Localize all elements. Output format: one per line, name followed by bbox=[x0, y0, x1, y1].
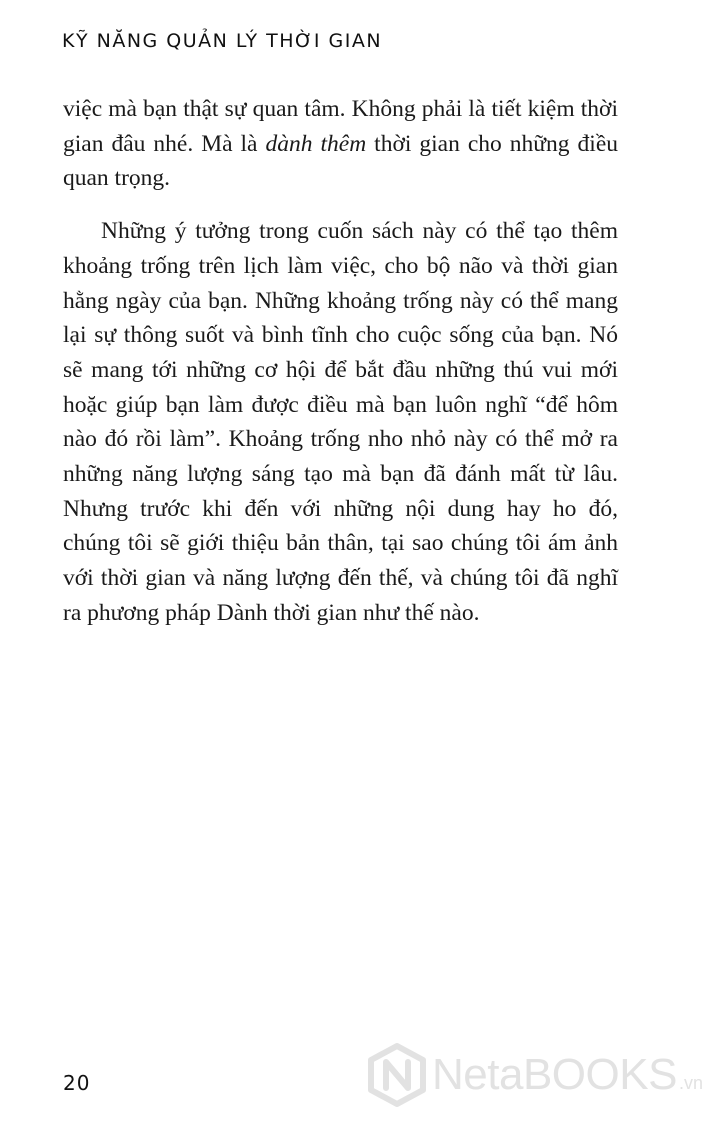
body-text bbox=[63, 92, 618, 631]
page-number: 20 bbox=[63, 1071, 91, 1095]
watermark bbox=[368, 1040, 703, 1110]
paragraph-2: Những ý tưởng trong cuốn sách này có thể tạo thêm khoảng trống trên lịch làm việc, cho bộ não và thời gian hằng ngày của bạn. Những khoảng trống này có thể mang lại sự thông suốt và bình tĩnh cho cuộc sống của bạn. Nó sẽ mang tới những cơ hội để bắt đầu những thú vui mới hoặc giúp bạn làm được điều mà bạn luôn nghĩ “để hôm nào đó rồi làm”. Khoảng trống nho nhỏ này có thể mở ra những năng lượng sáng tạo mà bạn đã đánh mất từ lâu. Nhưng trước khi đến với những nội dung hay ho đó, chúng tôi sẽ giới thiệu bản thân, tại sao chúng tôi ám ảnh với thời gian và năng lượng đến thế, và chúng tôi đã nghĩ ra phương pháp Dành thời gian như thế nào. bbox=[63, 218, 618, 626]
running-header-title: KỸ NĂNG QUẢN LÝ THỜI GIAN bbox=[62, 30, 383, 52]
watermark-suffix: .vn bbox=[678, 1072, 703, 1093]
netabooks-n-logo-icon bbox=[368, 1044, 426, 1106]
paragraph-1 bbox=[63, 92, 618, 196]
paragraph-1-emphasis: dành thêm bbox=[265, 130, 367, 157]
paragraph-1-text-end: thời gian cho những điều quan trọng. bbox=[63, 130, 618, 192]
paragraph-1-text-start: việc mà bạn thật sự quan tâm. Không phải là tiết kiệm thời gian đâu nhé. Mà là bbox=[63, 96, 618, 157]
watermark-brand: NetaBOOKS bbox=[432, 1050, 677, 1099]
